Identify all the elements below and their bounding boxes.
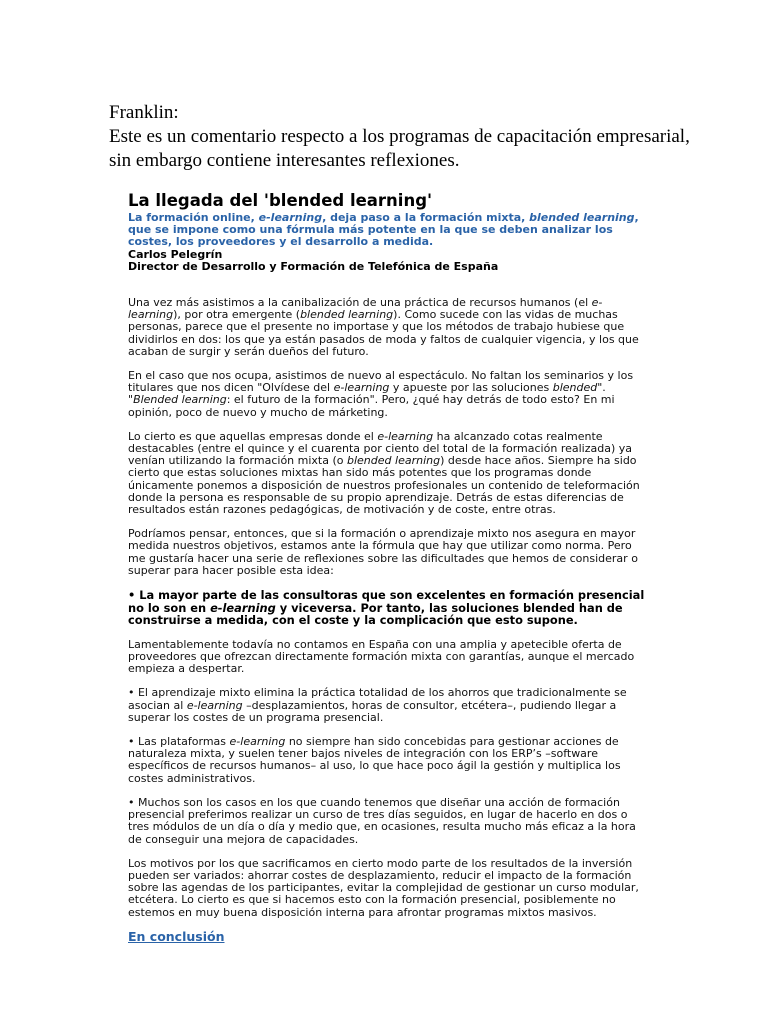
term: e-learning (377, 429, 434, 443)
paragraph (128, 297, 648, 358)
paragraph: Lamentablemente todavía no contamos en España con una amplia y apetecible oferta de proveedores que ofrezcan directamente formación mixta con garantías, aunque el mercado empieza a despertar. (128, 637, 635, 676)
bullet-item (128, 589, 648, 627)
paragraph: Podríamos pensar, entonces, que si la formación o aprendizaje mixto nos asegura en mayor medida nuestros objetivos, estamos ante la fórmula que hay que utilizar como norma. Pero me gustaría hacer una serie de reflexiones sobre las dificultades que hemos de considerar o superar para hacer posible esta idea: (128, 527, 638, 577)
term: e-learning (229, 735, 286, 749)
article (128, 190, 648, 944)
lead-term: blended learning (529, 211, 635, 224)
paragraph: Los motivos por los que sacrificamos en cierto modo parte de los resultados de la inversión pueden ser variados: ahorrar costes de desplazamiento, reducir el impacto de la formación sobre las agendas de los participantes, evitar la complejidad de gestionar un curso modular, etcétera. Lo cierto es que si hacemos esto con la formación presencial, posiblemente no estemos en muy buena disposición interna para afrontar programas mixtos masivos. (128, 856, 639, 919)
conclusion-link[interactable]: En conclusión (128, 928, 225, 944)
term: e-learning (210, 600, 276, 615)
text-run: Una vez más asistimos a la canibalización de una práctica de recursos humanos (el (128, 296, 592, 310)
author-name: Carlos Pelegrín (128, 247, 223, 261)
term: blended learning (347, 454, 441, 468)
text-run: • La mayor parte de las consultoras que son excelentes en formación presencial no lo son en (128, 588, 645, 615)
lead-text: La formación online, (128, 211, 259, 224)
paragraph (128, 370, 648, 419)
term: e-learning (333, 381, 390, 395)
text-run: ". " (128, 381, 606, 407)
term: blended (552, 381, 598, 395)
article-body (128, 297, 648, 944)
article-lead (128, 212, 648, 249)
article-title: La llegada del 'blended learning' (128, 191, 433, 210)
text-run: y apueste por las soluciones (389, 381, 553, 395)
lead-text: , deja paso a la formación mixta, (322, 211, 530, 224)
text-run: En el caso que nos ocupa, asistimos de nuevo al espectáculo. No faltan los seminarios y los titulares que nos dicen "Olvídese del (128, 369, 634, 395)
text-run: –desplazamientos, horas de consultor, etcétera–, pudiendo llegar a superar los costes de un programa presencial. (128, 698, 617, 724)
intro-note (109, 101, 709, 173)
text-run: Lo cierto es que aquellas empresas donde el (128, 429, 378, 443)
term: e-learning (186, 698, 243, 712)
text-run: y viceversa. Por tanto, las soluciones blended han de construirse a medida, con el coste y la complicación que esto supone. (128, 600, 623, 628)
term: e-learning (128, 296, 603, 322)
text-run: • Las plataformas (128, 735, 230, 749)
intro-comment: Este es un comentario respecto a los programas de capacitación empresarial, sin embargo contiene interesantes reflexiones. (109, 126, 690, 171)
paragraph (128, 431, 648, 516)
intro-salutation: Franklin: (109, 102, 179, 123)
term: blended learning (300, 308, 394, 322)
bullet-item (128, 736, 648, 785)
text-run: ) desde hace años. Siempre ha sido cierto que estas soluciones mixtas han sido más potentes que los programas donde únicamente ponemos a disposición de nuestros profesionales un contenido de teleformación donde la persona es responsable de su propio aprendizaje. Detrás de estas diferencias de resultados están razones pedagógicas, de motivación y de coste, entre otras. (128, 454, 640, 517)
text-run: ), por otra emergente ( (173, 308, 301, 322)
text-run: • El aprendizaje mixto elimina la práctica totalidad de los ahorros que tradicionalmente se asocian al (128, 686, 627, 712)
bullet-item (128, 687, 648, 724)
author-role: Director de Desarrollo y Formación de Telefónica de España (128, 259, 499, 273)
term: Blended learning (133, 393, 227, 407)
bullet-item: • Muchos son los casos en los que cuando tenemos que diseñar una acción de formación presencial preferimos realizar un curso de tres días seguidos, en lugar de hacerlo en dos o tres módulos de un día o día y medio que, en ocasiones, resulta mucho más eficaz a la hora de conseguir una mejora de capacidades. (128, 795, 636, 846)
lead-term: e-learning (258, 211, 323, 224)
text-run: ). Como sucede con las vidas de muchas personas, parece que el presente no importase y que los métodos de trabajo hubiese que dividirlos en dos: los que ya están pasados de moda y faltos de cualquier vigencia, y los que acaban de surgir y serán dueños del futuro. (128, 308, 639, 358)
lead-text: , que se impone como una fórmula más potente en la que se deben analizar los costes, los proveedores y el desarrollo a medida. (128, 211, 639, 249)
text-run: ha alcanzado cotas realmente destacables (entre el quince y el cuarenta por ciento del total de la formación realizada) ya venían utilizando la formación mixta (o (128, 429, 632, 468)
text-run: no siempre han sido concebidas para gestionar acciones de naturaleza mixta, y suelen tener bajos niveles de integración con los ERP’s –software específicos de recursos humanos– al uso, lo que hace poco ágil la gestión y multiplica los costes administrativos. (128, 735, 621, 785)
text-run: : el futuro de la formación". Pero, ¿qué hay detrás de todo esto? En mi opinión, poco de nuevo y mucho de márketing. (128, 393, 615, 419)
